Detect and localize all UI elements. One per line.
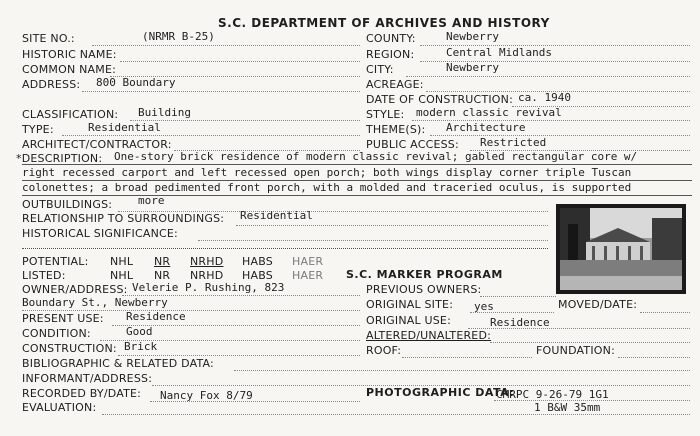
marker-program-label: S.C. MARKER PROGRAM [346,268,503,281]
original-site-label: ORIGINAL SITE: [366,298,454,311]
owner-rule-2 [22,310,360,311]
construction-label: CONSTRUCTION: [22,342,117,355]
address-label: ADDRESS: [22,78,81,91]
city-rule [406,76,690,77]
roof-label: ROOF: [366,344,402,357]
potential-code-nrhd: NRHD [190,255,224,268]
original-site-rule [470,312,554,313]
site-no-label: SITE NO.: [22,32,75,45]
present-use-value: Residence [126,310,186,323]
description-rule-3 [22,195,692,196]
significance-label: HISTORICAL SIGNIFICANCE: [22,227,178,240]
present-use-label: PRESENT USE: [22,312,104,325]
listed-code-nr: NR [154,269,171,282]
region-label: REGION: [366,48,415,61]
significance-rule-2 [22,248,548,249]
classification-rule [130,120,360,121]
altered-rule [490,342,690,343]
type-label: TYPE: [22,123,54,136]
significance-rule [198,240,548,241]
roof-rule [402,357,532,358]
description-rule-1 [22,164,692,165]
classification-value: Building [138,106,191,119]
photographic-data-label: PHOTOGRAPHIC DATA: [366,386,515,399]
potential-code-habs: HABS [242,255,273,268]
theme-label: THEME(S): [366,123,426,136]
outbuildings-label: OUTBUILDINGS: [22,198,113,211]
type-value: Residential [88,121,161,134]
address-value: 800 Boundary [96,76,176,89]
owner-value-2: Boundary St., Newberry [22,296,168,309]
photographic-data-value-2: 1 B&W 35mm [534,401,601,414]
architect-label: ARCHITECT/CONTRACTOR: [22,138,172,151]
original-site-value: yes [474,300,494,313]
description-line-2: right recessed carport and left recessed open porch; both wings display corner triple Tuscan [22,166,632,179]
bibliographic-label: BIBLIOGRAPHIC & RELATED DATA: [22,357,214,370]
owner-value: Velerie P. Rushing, 823 [132,281,285,294]
condition-value: Good [126,325,153,338]
date-construction-label: DATE OF CONSTRUCTION: [366,93,513,106]
relationship-rule [236,225,548,226]
evaluation-label: EVALUATION: [22,401,97,414]
recorded-by-rule [150,401,360,402]
description-label-text: DESCRIPTION: [21,152,103,165]
listed-code-habs: HABS [242,269,273,282]
site-no-value: (NRMR B-25) [142,30,215,43]
previous-owners-rule [480,296,556,297]
previous-owners-label: PREVIOUS OWNERS: [366,283,482,296]
original-use-value: Residence [490,316,550,329]
site-no-rule [92,45,360,46]
listed-code-haer: HAER [292,269,324,282]
potential-code-nr: NR [154,255,171,268]
public-access-label: PUBLIC ACCESS: [366,138,459,151]
foundation-rule [618,357,690,358]
potential-code-nhl: NHL [110,255,134,268]
historic-name-label: HISTORIC NAME: [22,48,117,61]
common-name-label: COMMON NAME: [22,63,117,76]
description-label: *DESCRIPTION: [16,152,103,165]
listed-label: LISTED: [22,269,66,282]
description-line-3: colonettes; a broad pedimented front porch, with a molded and traceried oculus, is supported [22,181,632,194]
bibliographic-rule [234,370,690,371]
historic-name-rule [120,61,360,62]
house-photo-image [556,204,686,294]
acreage-label: ACREAGE: [366,78,424,91]
photographic-data-value: CMRPC 9-26-79 1G1 [496,388,609,401]
listed-code-nhl: NHL [110,269,134,282]
moved-date-label: MOVED/DATE: [558,298,638,311]
recorded-by-value: Nancy Fox 8/79 [160,389,253,402]
original-use-label: ORIGINAL USE: [366,314,451,327]
recorded-by-label: RECORDED BY/DATE: [22,387,142,400]
style-value: modern classic revival [416,106,562,119]
foundation-label: FOUNDATION: [536,344,615,357]
outbuildings-value: more [138,194,165,207]
style-label: STYLE: [366,108,405,121]
construction-value: Brick [124,340,158,353]
listed-code-nrhd: NRHD [190,269,224,282]
potential-label: POTENTIAL: [22,255,89,268]
address-rule [82,91,360,92]
county-value: Newberry [446,30,499,43]
relationship-label: RELATIONSHIP TO SURROUNDINGS: [22,212,225,225]
original-use-rule [468,328,690,329]
theme-value: Architecture [446,121,526,134]
form-title: S.C. DEPARTMENT OF ARCHIVES AND HISTORY [218,16,550,30]
type-rule [62,135,360,136]
relationship-value: Residential [240,209,313,222]
description-line-1: One-story brick residence of modern classic revival; gabled rectangular core w/ [114,150,638,163]
potential-code-haer: HAER [292,255,324,268]
evaluation-rule [102,414,690,415]
classification-label: CLASSIFICATION: [22,108,119,121]
region-value: Central Midlands [446,46,552,59]
city-value: Newberry [446,61,499,74]
owner-label: OWNER/ADDRESS: [22,283,128,296]
condition-label: CONDITION: [22,327,91,340]
house-photo [556,204,686,294]
county-label: COUNTY: [366,32,416,45]
date-construction-value: ca. 1940 [518,91,571,104]
theme-rule [430,135,690,136]
altered-label-text: ALTERED/UNALTERED: [366,329,492,342]
moved-date-rule [640,312,690,313]
altered-label [366,329,491,342]
public-access-value: Restricted [480,136,547,149]
informant-label: INFORMANT/ADDRESS: [22,372,153,385]
construction-rule [118,355,360,356]
city-label: CITY: [366,63,394,76]
